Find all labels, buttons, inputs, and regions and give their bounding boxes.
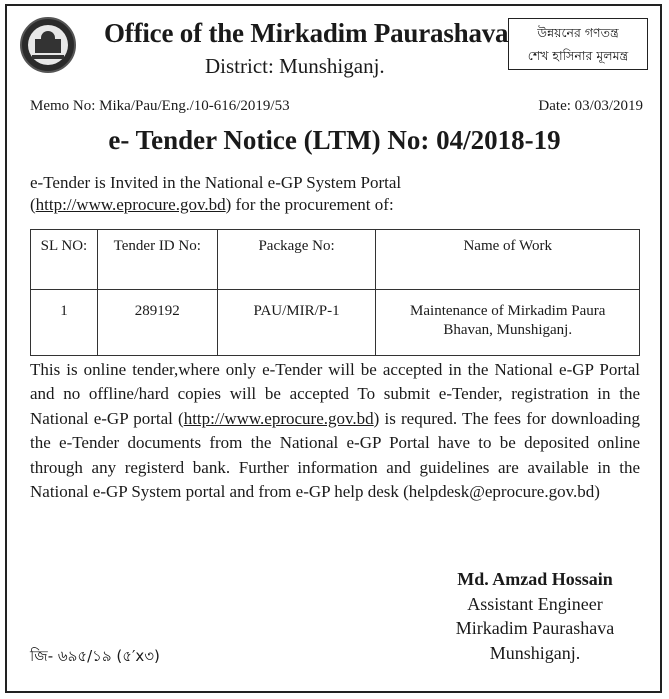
signatory-designation: Assistant Engineer bbox=[467, 593, 603, 614]
col-header-work: Name of Work bbox=[376, 230, 640, 290]
signatory-office: Mirkadim Paurashava bbox=[455, 618, 615, 638]
cell-package: PAU/MIR/P-1 bbox=[217, 290, 376, 356]
signatory-place: Munshiganj. bbox=[489, 642, 581, 663]
cell-work: Maintenance of Mirkadim Paura Bhavan, Munshiganj. bbox=[376, 290, 640, 356]
publication-code: জি- ৬৯৫/১৯ (৫′x৩) bbox=[30, 647, 160, 665]
cell-sl: 1 bbox=[31, 290, 98, 356]
intro-line-2-rest: ) for the procurement of: bbox=[225, 195, 394, 214]
slogan-line-2: শেখ হাসিনার মূলমন্ত্র bbox=[527, 48, 629, 63]
signatory-name: Md. Amzad Hossain bbox=[457, 569, 613, 589]
col-header-tender-id: Tender ID No: bbox=[97, 230, 217, 290]
notice-date: Date: 03/03/2019 bbox=[538, 98, 643, 114]
cell-tender-id: 289192 bbox=[97, 290, 217, 356]
intro-line-1: e-Tender is Invited in the National e-GP System Portal bbox=[30, 173, 402, 192]
table-header-row bbox=[31, 230, 640, 290]
table-row bbox=[31, 290, 640, 356]
portal-link[interactable]: http://www.eprocure.gov.bd bbox=[35, 195, 226, 214]
slogan-box bbox=[508, 18, 648, 70]
instructions-part-2: ) is requred. The fees for downloading the e-Tender documents from the National e-GP Portal have to be deposited online through any registerd bank. Further information and guidelines are available in the National e-GP System portal and from e-GP help desk (helpdesk@eprocure.gov.bd) bbox=[30, 408, 640, 502]
tender-instructions bbox=[30, 358, 640, 504]
col-header-sl: SL NO: bbox=[31, 230, 98, 290]
intro-open-paren: ( bbox=[30, 195, 36, 214]
notice-title: e- Tender Notice (LTM) No: 04/2018-19 bbox=[108, 125, 561, 155]
intro-text bbox=[30, 172, 401, 216]
col-header-package: Package No: bbox=[217, 230, 376, 290]
office-title: Office of the Mirkadim Paurashava bbox=[104, 18, 509, 48]
municipality-seal-icon bbox=[20, 17, 76, 73]
instructions-part-1: This is online tender,where only e-Tender will be accepted in the National e-GP Portal and no offline/hard copies will be accepted To submit e-Tender, registration in the National e-GP portal ( bbox=[30, 360, 640, 428]
signature-block bbox=[430, 567, 640, 665]
memo-number: Memo No: Mika/Pau/Eng./10-616/2019/53 bbox=[30, 98, 290, 114]
district-line: District: Munshiganj. bbox=[205, 54, 385, 78]
tender-table bbox=[30, 229, 640, 356]
portal-link-2[interactable]: http://www.eprocure.gov.bd bbox=[183, 408, 374, 428]
slogan-line-1: উন্নয়নের গণতন্ত্র bbox=[537, 25, 619, 40]
intro-line-2 bbox=[30, 194, 401, 216]
